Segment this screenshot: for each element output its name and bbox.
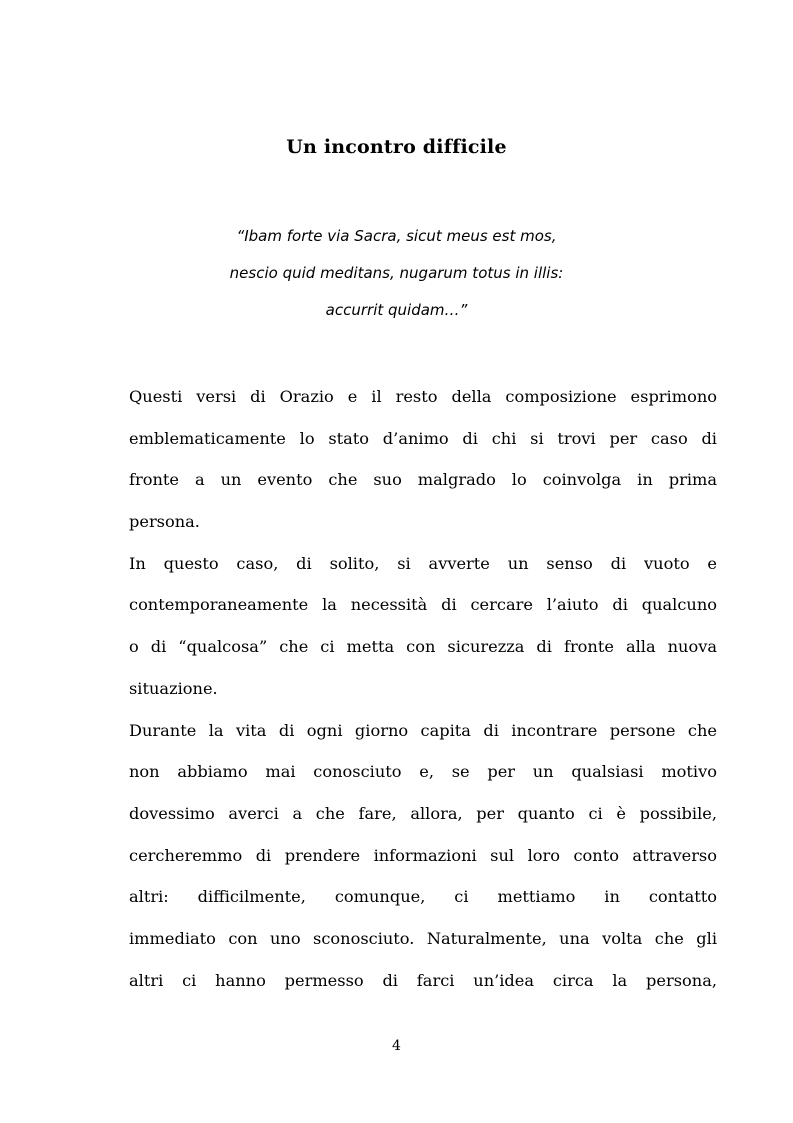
text-line: In questo caso, di solito, si avverte un senso di vuoto e [129, 553, 717, 573]
text-line: altri ci hanno permesso di farci un’idea circa la persona, [129, 970, 717, 990]
text-line: dovessimo averci a che fare, allora, per quanto ci è possibile, [129, 803, 717, 823]
text-line: altri: difficilmente, comunque, ci mettiamo in contatto [129, 887, 717, 907]
paragraph-1 [129, 376, 717, 543]
page-number: 4 [392, 1038, 401, 1054]
text-line: contemporaneamente la necessità di cercare l’aiuto di qualcuno [129, 595, 717, 615]
text-line: persona. [129, 512, 200, 532]
paragraph-3 [129, 710, 717, 1002]
paragraph-2 [129, 543, 717, 710]
text-line: non abbiamo mai conosciuto e, se per un qualsiasi motivo [129, 762, 717, 782]
epigraph-line: accurrit quidam…” [325, 301, 468, 319]
epigraph-line: nescio quid meditans, nugarum totus in illis: [229, 264, 564, 282]
page-title: Un incontro difficile [286, 136, 507, 158]
text-line: fronte a un evento che suo malgrado lo coinvolga in prima [129, 470, 717, 490]
text-line: cercheremmo di prendere informazioni sul loro conto attraverso [129, 845, 717, 865]
body-text [129, 376, 717, 1001]
text-line: Durante la vita di ogni giorno capita di incontrare persone che [129, 720, 717, 740]
text-line: o di “qualcosa” che ci metta con sicurezza di fronte alla nuova [129, 637, 717, 657]
epigraph-line: “Ibam forte via Sacra, sicut meus est mos, [236, 227, 557, 245]
text-line: emblematicamente lo stato d’animo di chi si trovi per caso di [129, 428, 717, 448]
epigraph-quote [0, 224, 793, 335]
text-line: immediato con uno sconosciuto. Naturalmente, una volta che gli [129, 928, 717, 948]
text-line: Questi versi di Orazio e il resto della composizione esprimono [129, 387, 717, 406]
text-line: situazione. [129, 678, 218, 698]
